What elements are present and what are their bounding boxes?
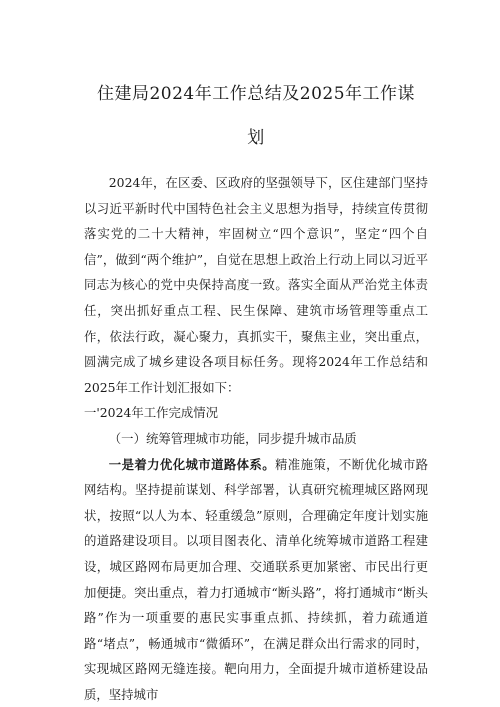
paragraph-1	[84, 452, 428, 707]
paragraph-1-lead: 一是着力优化城市道路体系。	[108, 456, 275, 472]
intro-paragraph: 2024年，在区委、区政府的坚强领导下，区住建部门坚持以习近平新时代中国特色社会主义思想为指导，持续宣传贯彻落实党的二十大精神，牢固树立“四个意识”，坚定“四个自信”，做到“两个维护”，自觉在思想上政治上行动上同以习近平同志为核心的党中央保持高度一致。落实全面从严治党主体责任，突出抓好重点工程、民生保障、建筑市场管理等重点工作，依法行政，凝心聚力，真抓实干，聚焦主业，突出重点，圆满完成了城乡建设各项目标任务。现将2024年工作总结和2025年工作计划汇报如下：	[84, 175, 428, 395]
section-heading-1: 一'2024年工作完成情况	[84, 405, 219, 421]
document-title	[84, 0, 428, 160]
paragraph-1-body: 精准施策，不断优化城市路网结构。坚持提前谋划、科学部署，认真研究梳理城区路网现状，按照“以人为本、轻重缓急”原则，合理确定年度计划实施的道路建设项目。以项目图表化、清单化统筹城市道路工程建设，城区路网布局更加合理、交通联系更加紧密、市民出行更加便捷。突出重点，着力打通城市“断头路”，将打通城市“断头路”作为一项重要的惠民实事重点抓、持续抓，着力疏通道路“堵点”，畅通城市“微循环”，在满足群众出行需求的同时，实现城区路网无缝连接。靶向用力，全面提升城市道桥建设品质，坚持城市	[84, 456, 429, 702]
title-line-1: 住建局2024年工作总结及2025年工作谋	[96, 84, 416, 104]
document-body	[84, 170, 428, 707]
title-line-2: 划	[247, 128, 265, 148]
subsection-heading-1: （一）统筹管理城市功能，同步提升城市品质	[108, 430, 357, 446]
